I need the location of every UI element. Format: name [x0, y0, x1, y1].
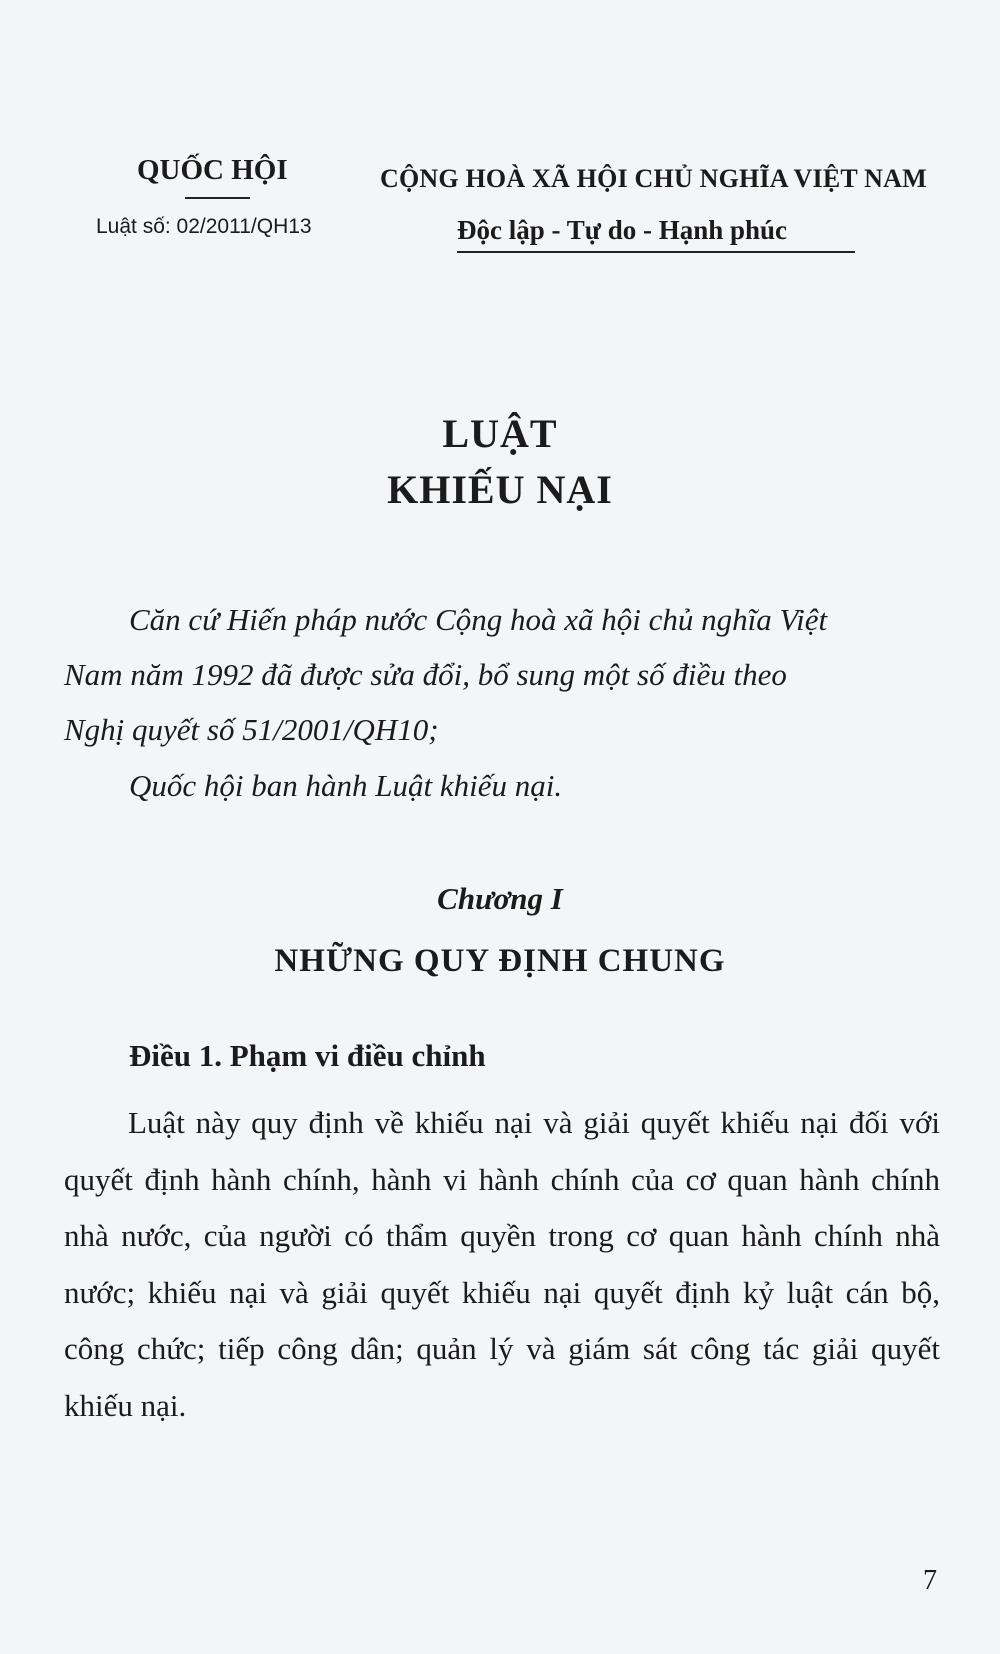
article-body: [64, 1095, 940, 1434]
motto-underline: [457, 251, 855, 253]
issuing-organization: QUỐC HỘI: [137, 154, 288, 186]
preamble-line: Căn cứ Hiến pháp nước Cộng hoà xã hội chủ nghĩa Việt: [129, 602, 828, 637]
article-text: Luật này quy định về khiếu nại và giải quyết khiếu nại đối với quyết định hành chính, hành vi hành chính của cơ quan hành chính nhà nước, của người có thẩm quyền trong cơ quan hành chính nhà nước; khiếu nại và giải quyết khiếu nại quyết định kỷ luật cán bộ, công chức; tiếp công dân; quản lý và giám sát công tác giải quyết khiếu nại.: [64, 1105, 940, 1423]
organization-underline: [185, 197, 250, 199]
preamble-line: Nam năm 1992 đã được sửa đổi, bổ sung một số điều theo: [64, 657, 787, 692]
document-title-line1: LUẬT: [442, 411, 558, 456]
chapter-title: NHỮNG QUY ĐỊNH CHUNG: [274, 943, 726, 979]
document-title-line2: KHIẾU NẠI: [387, 467, 613, 512]
law-number: Luật số: 02/2011/QH13: [96, 215, 312, 238]
nation-name: CỘNG HOÀ XÃ HỘI CHỦ NGHĨA VIỆT NAM: [380, 164, 927, 193]
page-number: 7: [923, 1565, 937, 1596]
preamble-line: Quốc hội ban hành Luật khiếu nại.: [129, 768, 563, 803]
preamble-line: Nghị quyết số 51/2001/QH10;: [64, 712, 439, 747]
chapter-number: Chương I: [437, 881, 563, 916]
national-motto: Độc lập - Tự do - Hạnh phúc: [457, 215, 788, 245]
article-heading: Điều 1. Phạm vi điều chỉnh: [129, 1038, 486, 1073]
